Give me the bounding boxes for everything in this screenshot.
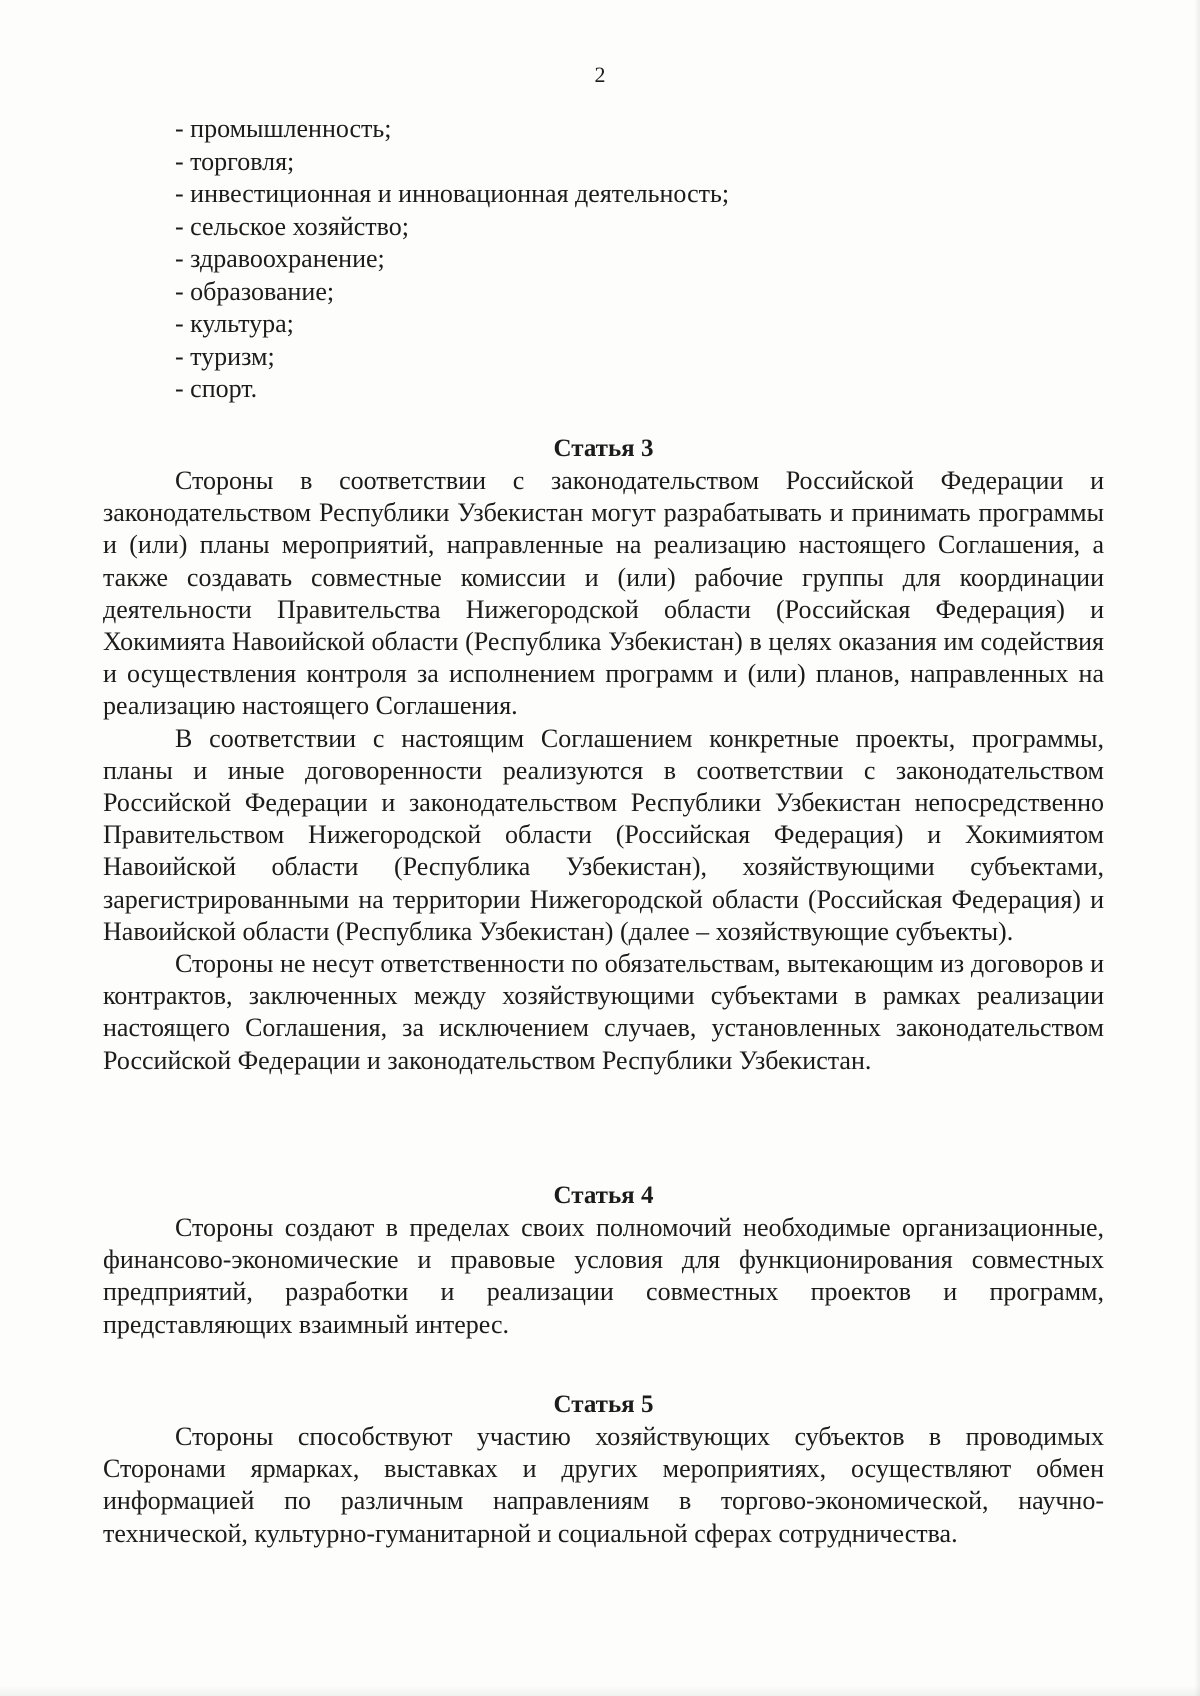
article-paragraph: Стороны в соответствии с законодательством Российской Федерации и законодательством Республики Узбекистан могут разрабатывать и принимать программы и (или) планы мероприятий, направленные на реализацию настоящего Соглашения, а также создавать совместные комиссии и (или) рабочие группы для координации деятельности Правительства Нижегородской области (Российская Федерация) и Хокимията Навоийской области (Республика Узбекистан) в целях оказания им содействия и осуществления контроля за исполнением программ и (или) планов, направленных на реализацию настоящего Соглашения.: [103, 466, 1104, 721]
list-item: - промышленность;: [175, 114, 392, 143]
list-item: - образование;: [175, 276, 335, 306]
article-title: Статья 5: [553, 1391, 654, 1418]
article-5: [103, 1389, 1104, 1550]
list-item: - сельское хозяйство;: [175, 211, 409, 241]
page-number: 2: [594, 62, 606, 87]
article-title: Статья 3: [553, 435, 654, 462]
list-item: - туризм;: [175, 341, 275, 371]
list-item: - здравоохранение;: [175, 244, 385, 273]
article-3: [103, 433, 1104, 1077]
list-item: - инвестиционная и инновационная деятельность;: [175, 179, 730, 208]
list-item: - торговля;: [175, 146, 295, 176]
article-paragraph: В соответствии с настоящим Соглашением конкретные проекты, программы, планы и иные договоренности реализуются в соответствии с законодательством Российской Федерации и законодательством Республики Узбекистан непосредственно Правительством Нижегородской области (Российская Федерация) и Хокимиятом Навоийской области (Республика Узбекистан), хозяйствующими субъектами, зарегистрированными на территории Нижегородской области (Российская Федерация) и Навоийской области (Республика Узбекистан) (далее – хозяйствующие субъекты).: [103, 723, 1104, 946]
list-item: - культура;: [175, 309, 294, 338]
article-paragraph: Стороны не несут ответственности по обязательствам, вытекающим из договоров и контрактов, заключенных между хозяйствующими субъектами в рамках реализации настоящего Соглашения, за исключением случаев, установленных законодательством Российской Федерации и законодательством Республики Узбекистан.: [103, 949, 1104, 1075]
list-item: - спорт.: [175, 374, 258, 403]
article-title: Статья 4: [553, 1182, 654, 1209]
article-4: [103, 1180, 1104, 1341]
article-paragraph: Стороны способствуют участию хозяйствующих субъектов в проводимых Сторонами ярмарках, выставках и других мероприятиях, осуществляют обмен информацией по различным направлениям в торгово-экономической, научно-технической, культурно-гуманитарной и социальной сферах сотрудничества.: [103, 1422, 1104, 1548]
cooperation-areas-list: [175, 113, 729, 406]
article-paragraph: Стороны создают в пределах своих полномочий необходимые организационные, финансово-экономические и правовые условия для функционирования совместных предприятий, разработки и реализации совместных проектов и программ, представляющих взаимный интерес.: [103, 1213, 1104, 1339]
scan-edge-shadow: [0, 1686, 1200, 1696]
scan-edge-shadow: [1194, 0, 1200, 1696]
